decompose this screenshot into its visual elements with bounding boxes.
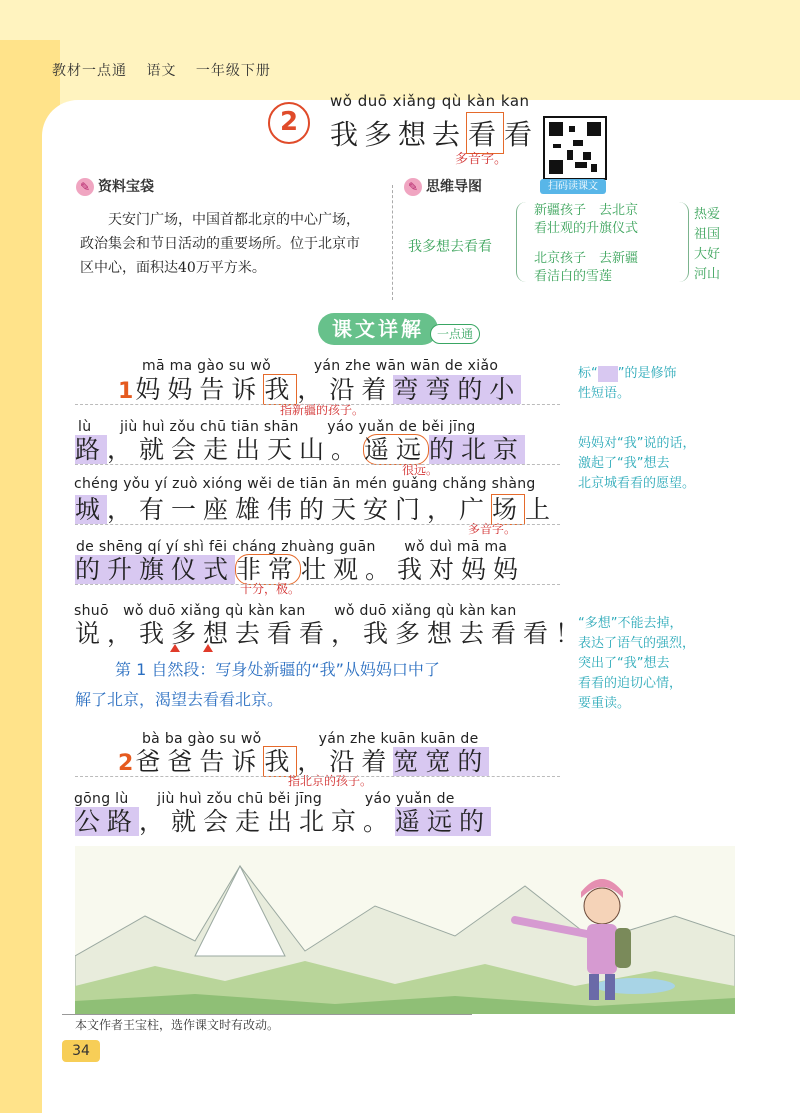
brace — [678, 202, 689, 282]
summary-line: 解了北京，渴望去看看北京。 — [75, 690, 284, 709]
text-run: 爸爸告诉 — [135, 747, 264, 776]
paragraph-number: 1 — [118, 379, 134, 404]
illustration — [75, 846, 735, 1014]
text-run: 妈妈告诉 — [135, 375, 264, 404]
mindmap-conclusion: 热爱 — [694, 207, 721, 222]
note-text: 妈妈对“我”说的话， — [578, 436, 696, 451]
summary-line: 第 1 自然段：写身处新疆的“我”从妈妈口中了 — [115, 660, 440, 679]
title-part: 我多想去 — [330, 118, 467, 151]
ziliao-body: 天安门广场，中国首都北京的中心广场，政治集会和节日活动的重要场所。位于北京市区中心，面积达40万平方米。 — [80, 212, 360, 276]
highlight-phrase: 遥远的 — [395, 807, 492, 836]
title-part: 看 — [504, 118, 539, 151]
annotation: 指北京的孩子。 — [288, 774, 373, 788]
brace — [516, 202, 527, 282]
circled-word: 非常 — [236, 555, 301, 584]
footnote: 本文作者王宝柱，选作课文时有改动。 — [75, 1018, 280, 1032]
mindmap-conclusion: 大好 — [694, 247, 721, 262]
mindmap-conclusion: 祖国 — [694, 227, 721, 242]
text-line — [75, 802, 491, 838]
stress-marker — [203, 644, 213, 652]
note-text: 北京城看看的愿望。 — [578, 476, 696, 491]
pinyin-line: mā ma gào su wǒ yán zhe wān wān de xiǎo — [142, 358, 499, 374]
annotation: 很远。 — [402, 463, 439, 477]
text-run: ，就会走出北京。 — [139, 807, 396, 836]
mindmap-branch: 新疆孩子 去北京 — [534, 203, 639, 218]
note-text: 性短语。 — [578, 386, 631, 401]
mindmap-title: 思维导图 — [426, 179, 482, 195]
text-line: 说，我多想去看看，我多想去看看！ — [75, 619, 588, 648]
annotation: 指新疆的孩子。 — [280, 403, 365, 417]
mindmap-root: 我多想去看看 — [408, 239, 492, 255]
highlight-phrase: 公路 — [75, 807, 140, 836]
pencil-icon: ✎ — [404, 178, 422, 196]
dashed-rule — [75, 524, 560, 525]
text-run: ，就会走出天山。 — [107, 435, 364, 464]
highlight-phrase: 路 — [75, 435, 108, 464]
mindmap-branch: 看壮观的升旗仪式 — [534, 221, 639, 236]
text-run: ，沿着 — [297, 375, 394, 404]
margin-note — [578, 614, 695, 714]
title-pinyin: wǒ duō xiǎng qù kàn kan — [330, 92, 530, 110]
margin-note — [578, 434, 695, 494]
pinyin-line: gōng lù jiù huì zǒu chū běi jīng yáo yuǎn de — [74, 791, 455, 807]
note-text: “多想”不能去掉， — [578, 616, 683, 631]
text-run: 壮观。我对妈妈 — [301, 555, 526, 584]
text-line — [75, 550, 525, 586]
highlight-phrase: 弯弯的小 — [393, 375, 522, 404]
divider — [392, 185, 393, 300]
title-annotation: 多音字。 — [455, 152, 508, 167]
mindmap-heading — [404, 176, 482, 196]
footnote-rule — [62, 1014, 472, 1015]
text-line — [75, 430, 525, 466]
note-text: 表达了语气的强烈， — [578, 636, 696, 651]
book-name: 教材一点通 — [52, 63, 127, 79]
mindmap-branch: 看洁白的雪莲 — [534, 269, 613, 284]
highlight-phrase: 宽宽的 — [393, 747, 490, 776]
boxed-char: 场 — [492, 495, 525, 524]
running-header — [52, 60, 285, 80]
banner-sub: 一点通 — [430, 324, 480, 344]
stress-marker — [170, 644, 180, 652]
dashed-rule — [75, 584, 560, 585]
dashed-rule — [75, 404, 560, 405]
boxed-char: 我 — [264, 375, 297, 404]
pinyin-line: bà ba gào su wǒ yán zhe kuān kuān de — [142, 731, 479, 747]
circled-word: 遥远 — [364, 435, 429, 464]
pinyin-line: chéng yǒu yí zuò xióng wěi de tiān ān mén guǎng chǎng shàng — [74, 476, 536, 492]
annotation: 十分，极。 — [240, 582, 301, 596]
note-text: 标“ — [578, 366, 598, 381]
pencil-icon: ✎ — [76, 178, 94, 196]
paragraph-number: 2 — [118, 751, 134, 776]
title-boxed-char: 看 — [466, 112, 504, 154]
text-run: ，有一座雄伟的天安门，广 — [107, 495, 492, 524]
note-text: 要重读。 — [578, 696, 631, 711]
qr-code-icon[interactable] — [543, 116, 607, 180]
note-text: 看看的迫切心情， — [578, 676, 683, 691]
mindmap-branch: 北京孩子 去新疆 — [534, 251, 639, 266]
boxed-char: 我 — [264, 747, 297, 776]
highlight-phrase: 城 — [75, 495, 108, 524]
page-number: 34 — [62, 1040, 100, 1062]
ziliao-heading — [76, 176, 154, 196]
qr-label[interactable]: 扫码读课文 — [540, 179, 606, 194]
pinyin-line: de shēng qí yí shì fēi cháng zhuàng guān wǒ duì mā ma — [76, 539, 508, 555]
ziliao-title: 资料宝袋 — [98, 179, 154, 195]
annotation: 多音字。 — [468, 522, 517, 536]
highlight-phrase: 的升旗仪式 — [75, 555, 236, 584]
note-text: ”的是修饰 — [617, 366, 677, 381]
subject: 语文 — [146, 63, 177, 79]
text-run: 上 — [525, 495, 558, 524]
mindmap-conclusion: 河山 — [694, 267, 721, 282]
section-banner: 课文详解 — [318, 313, 438, 345]
highlight-swatch — [598, 366, 618, 382]
dashed-rule — [75, 464, 560, 465]
grade: 一年级下册 — [195, 63, 271, 79]
pinyin-line: lù jiù huì zǒu chū tiān shān yáo yuǎn de běi jīng — [78, 419, 476, 435]
highlight-phrase: 的北京 — [429, 435, 526, 464]
text-run: ，沿着 — [297, 747, 394, 776]
pinyin-line: shuō wǒ duō xiǎng qù kàn kan wǒ duō xiǎng qù kàn kan — [74, 603, 517, 619]
margin-note — [578, 364, 677, 404]
mountain-scene — [75, 846, 735, 1014]
dashed-rule — [75, 776, 560, 777]
note-text: 突出了“我”想去 — [578, 656, 670, 671]
note-text: 激起了“我”想去 — [578, 456, 670, 471]
lesson-number: 2 — [268, 102, 310, 144]
